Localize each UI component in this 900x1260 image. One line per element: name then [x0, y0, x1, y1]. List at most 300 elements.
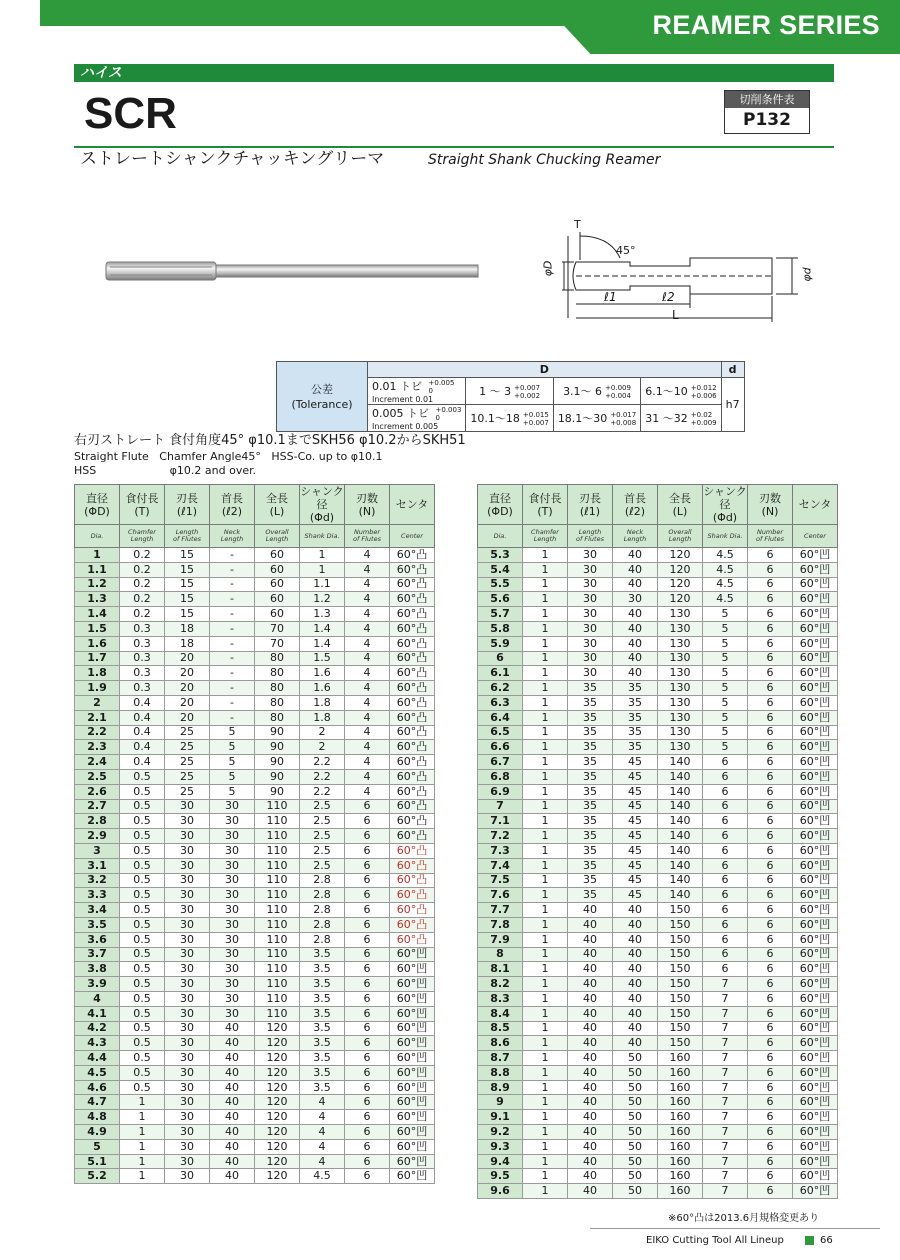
spec-cell: 120 — [255, 1169, 300, 1184]
spec-cell: 60°凹 — [390, 1006, 435, 1021]
table-row — [75, 621, 435, 636]
spec-cell: 140 — [658, 814, 703, 829]
diameter-cell: 4.8 — [75, 1110, 120, 1125]
spec-cell: 1 — [523, 651, 568, 666]
spec-cell: 6 — [703, 917, 748, 932]
spec-cell: - — [210, 621, 255, 636]
spec-cell: 0.2 — [120, 562, 165, 577]
spec-cell: 1 — [523, 784, 568, 799]
spec-cell: 1 — [523, 1125, 568, 1140]
spec-cell: 120 — [255, 1154, 300, 1169]
spec-cell: 30 — [568, 636, 613, 651]
spec-cell: 150 — [658, 932, 703, 947]
diameter-cell: 7.9 — [478, 932, 523, 947]
spec-cell: 130 — [658, 725, 703, 740]
spec-cell: 60°凹 — [793, 873, 838, 888]
spec-cell: 60°凸 — [390, 666, 435, 681]
diameter-cell: 4.3 — [75, 1036, 120, 1051]
footer-square-icon — [805, 1236, 814, 1245]
spec-cell: 110 — [255, 977, 300, 992]
spec-cell: 60°凸 — [390, 932, 435, 947]
tolerance-label-en: (Tolerance) — [291, 397, 353, 411]
spec-cell: 130 — [658, 710, 703, 725]
spec-cell: 35 — [568, 814, 613, 829]
diameter-cell: 2.1 — [75, 710, 120, 725]
spec-cell: 6 — [748, 903, 793, 918]
spec-cell: 1 — [120, 1154, 165, 1169]
spec-cell: 0.5 — [120, 977, 165, 992]
spec-cell: 120 — [255, 1036, 300, 1051]
spec-cell: 40 — [210, 1139, 255, 1154]
spec-cell: 1.6 — [300, 681, 345, 696]
table-row — [75, 577, 435, 592]
table-row — [75, 977, 435, 992]
spec-cell: 30 — [165, 843, 210, 858]
spec-cell: 1 — [523, 607, 568, 622]
spec-cell: 130 — [658, 636, 703, 651]
spec-cell: 60°凹 — [793, 814, 838, 829]
cutting-conditions-page[interactable]: P132 — [743, 110, 791, 130]
spec-cell: 25 — [165, 740, 210, 755]
spec-cell: 1 — [120, 1139, 165, 1154]
spec-cell: 60 — [255, 577, 300, 592]
spec-cell: 60°凹 — [390, 962, 435, 977]
spec-cell: 40 — [568, 1125, 613, 1140]
spec-cell: 110 — [255, 814, 300, 829]
dim-l2-label: ℓ2 — [662, 290, 675, 304]
diameter-cell: 2 — [75, 695, 120, 710]
table-row — [75, 695, 435, 710]
column-header-en: Number of Flutes — [748, 525, 793, 548]
spec-cell: - — [210, 548, 255, 563]
spec-cell: 0.2 — [120, 607, 165, 622]
spec-cell: 6 — [748, 621, 793, 636]
spec-cell: 18 — [165, 621, 210, 636]
spec-cell: 40 — [613, 607, 658, 622]
table-row — [478, 1080, 838, 1095]
column-header: 食付長 (T) — [120, 485, 165, 525]
spec-cell: 5 — [210, 769, 255, 784]
diameter-cell: 7.5 — [478, 873, 523, 888]
spec-cell: 40 — [568, 917, 613, 932]
spec-note-en-2: HSS φ10.2 and over. — [74, 464, 257, 477]
spec-cell: 20 — [165, 651, 210, 666]
spec-cell: 25 — [165, 725, 210, 740]
column-header-en: Neck Length — [210, 525, 255, 548]
diameter-cell: 1.4 — [75, 607, 120, 622]
column-header: 首長 (ℓ2) — [613, 485, 658, 525]
revision-note: ※60°凸は2013.6月規格変更あり — [668, 1213, 820, 1224]
spec-cell: 110 — [255, 873, 300, 888]
spec-cell: 6 — [748, 873, 793, 888]
spec-cell: 30 — [210, 917, 255, 932]
diameter-cell: 6.5 — [478, 725, 523, 740]
spec-cell: 40 — [568, 947, 613, 962]
spec-cell: 2 — [300, 725, 345, 740]
spec-cell: 60°凹 — [793, 1051, 838, 1066]
spec-cell: 90 — [255, 769, 300, 784]
spec-cell: 40 — [613, 1036, 658, 1051]
spec-cell: 3.5 — [300, 947, 345, 962]
spec-cell: 60°凹 — [793, 962, 838, 977]
spec-cell: 35 — [568, 888, 613, 903]
diameter-cell: 6.4 — [478, 710, 523, 725]
spec-cell: 6 — [703, 903, 748, 918]
spec-cell: 60°凸 — [390, 829, 435, 844]
column-header: シャンク径 (Φd) — [300, 485, 344, 524]
spec-cell: 1 — [120, 1125, 165, 1140]
spec-cell: 6 — [345, 1065, 390, 1080]
table-row — [75, 710, 435, 725]
spec-cell: 7 — [703, 1065, 748, 1080]
spec-cell: 60°凸 — [390, 799, 435, 814]
spec-cell: 1 — [523, 799, 568, 814]
spec-cell: 60°凸 — [390, 577, 435, 592]
spec-cell: 0.5 — [120, 1006, 165, 1021]
table-row — [478, 577, 838, 592]
spec-cell: 40 — [613, 651, 658, 666]
spec-cell: 6 — [345, 1095, 390, 1110]
spec-cell: 1 — [523, 592, 568, 607]
spec-cell: 2.8 — [300, 888, 345, 903]
spec-cell: 0.5 — [120, 991, 165, 1006]
table-row — [478, 592, 838, 607]
table-row — [75, 784, 435, 799]
diameter-cell: 1.3 — [75, 592, 120, 607]
spec-cell: 60 — [255, 562, 300, 577]
spec-cell: 60°凹 — [390, 1125, 435, 1140]
table-row — [478, 814, 838, 829]
spec-cell: 6 — [345, 1036, 390, 1051]
tol-step: 0.01 トビ — [372, 380, 422, 393]
spec-cell: 140 — [658, 873, 703, 888]
diameter-cell: 2.8 — [75, 814, 120, 829]
tol-range: 31 〜32 — [645, 411, 688, 425]
tol-range: 18.1〜30 — [557, 411, 608, 425]
spec-cell: 140 — [658, 858, 703, 873]
spec-cell: 120 — [255, 1051, 300, 1066]
spec-cell: 0.5 — [120, 932, 165, 947]
spec-cell: 150 — [658, 947, 703, 962]
spec-cell: 1 — [120, 1169, 165, 1184]
diameter-cell: 1.8 — [75, 666, 120, 681]
spec-cell: 6 — [345, 1125, 390, 1140]
diameter-cell: 2.7 — [75, 799, 120, 814]
table-row — [478, 962, 838, 977]
spec-cell: 30 — [165, 829, 210, 844]
spec-cell: 1.8 — [300, 710, 345, 725]
column-header-en: Overall Length — [658, 525, 703, 548]
table-row — [478, 858, 838, 873]
spec-cell: 4 — [345, 740, 390, 755]
spec-cell: 1 — [523, 1184, 568, 1199]
spec-cell: 60°凹 — [390, 947, 435, 962]
spec-cell: 30 — [165, 1110, 210, 1125]
spec-cell: 2 — [300, 740, 345, 755]
table-row — [75, 843, 435, 858]
table-row — [478, 548, 838, 563]
column-header-en: Shank Dia. — [703, 525, 748, 548]
spec-cell: 2.5 — [300, 843, 345, 858]
spec-cell: 5 — [703, 621, 748, 636]
spec-cell: 6 — [703, 962, 748, 977]
spec-cell: 4 — [345, 651, 390, 666]
column-header: 食付長 (T) — [523, 485, 568, 525]
spec-cell: 1 — [523, 1080, 568, 1095]
diameter-cell: 5 — [75, 1139, 120, 1154]
spec-cell: 1 — [523, 740, 568, 755]
spec-cell: 90 — [255, 784, 300, 799]
spec-cell: 4 — [300, 1125, 345, 1140]
spec-cell: - — [210, 577, 255, 592]
table-row — [478, 977, 838, 992]
tol-lo: +0.006 — [690, 391, 717, 400]
spec-cell: 25 — [165, 755, 210, 770]
spec-cell: 160 — [658, 1095, 703, 1110]
spec-cell: 30 — [210, 991, 255, 1006]
diameter-cell: 1.7 — [75, 651, 120, 666]
spec-cell: 40 — [210, 1154, 255, 1169]
spec-cell: 6 — [345, 903, 390, 918]
spec-cell: 4 — [345, 607, 390, 622]
spec-cell: 60°凹 — [793, 592, 838, 607]
spec-cell: 2.8 — [300, 917, 345, 932]
spec-cell: 30 — [165, 1095, 210, 1110]
table-row — [75, 1021, 435, 1036]
spec-cell: 6 — [748, 991, 793, 1006]
spec-cell: 30 — [165, 1154, 210, 1169]
spec-cell: 6 — [345, 799, 390, 814]
diameter-cell: 3.5 — [75, 917, 120, 932]
spec-cell: 70 — [255, 621, 300, 636]
spec-cell: 0.5 — [120, 814, 165, 829]
spec-cell: 160 — [658, 1080, 703, 1095]
spec-cell: 60°凹 — [793, 548, 838, 563]
spec-cell: 110 — [255, 858, 300, 873]
spec-cell: 18 — [165, 636, 210, 651]
spec-cell: 40 — [210, 1095, 255, 1110]
spec-cell: 30 — [210, 843, 255, 858]
spec-cell: 6 — [748, 1154, 793, 1169]
column-header: 全長 (L) — [255, 485, 300, 525]
spec-cell: 60°凸 — [390, 903, 435, 918]
spec-cell: 60°凹 — [390, 977, 435, 992]
spec-cell: 6 — [703, 888, 748, 903]
diameter-cell: 7.8 — [478, 917, 523, 932]
spec-cell: 60°凹 — [390, 1095, 435, 1110]
spec-cell: 5 — [210, 740, 255, 755]
spec-cell: 6 — [748, 829, 793, 844]
spec-cell: 6 — [748, 636, 793, 651]
spec-cell: 6 — [748, 755, 793, 770]
spec-cell: 6 — [748, 1080, 793, 1095]
spec-cell: 30 — [210, 799, 255, 814]
spec-cell: 6 — [345, 1006, 390, 1021]
spec-cell: 1.3 — [300, 607, 345, 622]
spec-cell: 70 — [255, 636, 300, 651]
table-row — [478, 1036, 838, 1051]
spec-cell: 6 — [748, 932, 793, 947]
tolerance-label — [277, 362, 368, 432]
diameter-cell: 5.8 — [478, 621, 523, 636]
spec-cell: 1 — [523, 1006, 568, 1021]
spec-cell: 50 — [613, 1184, 658, 1199]
column-header-en: Dia. — [478, 525, 523, 548]
table-row — [478, 651, 838, 666]
diameter-cell: 1.6 — [75, 636, 120, 651]
spec-cell: 130 — [658, 651, 703, 666]
spec-cell: 60°凹 — [793, 1154, 838, 1169]
diameter-cell: 6.9 — [478, 784, 523, 799]
dim-d-label: φd — [800, 267, 814, 282]
spec-cell: 1.2 — [300, 592, 345, 607]
table-row — [478, 1125, 838, 1140]
spec-cell: 5 — [703, 695, 748, 710]
spec-cell: 15 — [165, 562, 210, 577]
page-number: 66 — [820, 1235, 833, 1246]
spec-note-en-1: Straight Flute Chamfer Angle45° HSS-Co. up to φ10.1 — [74, 450, 383, 463]
spec-cell: 6 — [703, 858, 748, 873]
tol-inc: Increment 0.005 — [372, 422, 439, 431]
spec-cell: 110 — [255, 932, 300, 947]
diameter-cell: 3.3 — [75, 888, 120, 903]
spec-cell: 40 — [568, 1184, 613, 1199]
spec-cell: 160 — [658, 1065, 703, 1080]
spec-cell: 80 — [255, 695, 300, 710]
diameter-cell: 2.2 — [75, 725, 120, 740]
spec-cell: 80 — [255, 651, 300, 666]
column-header-en: Number of Flutes — [345, 525, 390, 548]
spec-cell: 1 — [300, 562, 345, 577]
cutting-conditions-label: 切削条件表 — [725, 91, 809, 108]
tol-range: 6.1〜10 — [645, 384, 688, 398]
spec-cell: 0.5 — [120, 1080, 165, 1095]
spec-cell: 3.5 — [300, 1036, 345, 1051]
spec-cell: 6 — [748, 1021, 793, 1036]
spec-cell: 160 — [658, 1110, 703, 1125]
spec-cell: 7 — [703, 1110, 748, 1125]
spec-cell: 1 — [523, 1139, 568, 1154]
column-header: 全長 (L) — [658, 485, 703, 525]
spec-cell: 160 — [658, 1051, 703, 1066]
tol-range: 10.1〜18 — [470, 411, 520, 425]
spec-cell: 30 — [210, 858, 255, 873]
spec-cell: 60°凸 — [390, 740, 435, 755]
spec-cell: 35 — [613, 725, 658, 740]
spec-cell: 6 — [703, 784, 748, 799]
spec-table-left — [74, 484, 435, 1184]
diameter-cell: 2.5 — [75, 769, 120, 784]
spec-cell: 4.5 — [300, 1169, 345, 1184]
column-header: シャンク径 (Φd) — [703, 485, 747, 524]
spec-cell: 4 — [345, 577, 390, 592]
spec-cell: 4 — [345, 562, 390, 577]
table-row — [75, 829, 435, 844]
spec-cell: 60°凹 — [793, 1006, 838, 1021]
spec-cell: 60°凸 — [390, 858, 435, 873]
spec-cell: 60°凹 — [390, 1154, 435, 1169]
spec-cell: 6 — [345, 858, 390, 873]
table-row — [478, 784, 838, 799]
spec-cell: 7 — [703, 1169, 748, 1184]
spec-cell: 60°凹 — [793, 1139, 838, 1154]
tol-up: +0.012 — [690, 383, 717, 392]
spec-cell: 80 — [255, 710, 300, 725]
spec-cell: 5 — [210, 784, 255, 799]
table-row — [75, 548, 435, 563]
spec-cell: 6 — [748, 710, 793, 725]
spec-cell: 45 — [613, 829, 658, 844]
diameter-cell: 6.8 — [478, 769, 523, 784]
spec-cell: 110 — [255, 991, 300, 1006]
spec-cell: - — [210, 666, 255, 681]
table-row — [478, 799, 838, 814]
diameter-cell: 5.2 — [75, 1169, 120, 1184]
spec-cell: 6 — [345, 829, 390, 844]
spec-cell: 5 — [210, 755, 255, 770]
spec-cell: 1 — [523, 548, 568, 563]
spec-cell: 40 — [568, 1139, 613, 1154]
spec-cell: 6 — [748, 917, 793, 932]
diameter-cell: 2.3 — [75, 740, 120, 755]
tol-shank: h7 — [721, 378, 744, 432]
table-row — [75, 607, 435, 622]
spec-cell: 60°凸 — [390, 814, 435, 829]
spec-cell: 60°凸 — [390, 562, 435, 577]
spec-cell: 7 — [703, 1006, 748, 1021]
spec-cell: 150 — [658, 977, 703, 992]
diameter-cell: 4.6 — [75, 1080, 120, 1095]
spec-cell: 5 — [210, 725, 255, 740]
spec-cell: 1 — [300, 548, 345, 563]
diameter-cell: 9 — [478, 1095, 523, 1110]
spec-cell: 7 — [703, 1080, 748, 1095]
table-row — [75, 666, 435, 681]
tol-lo: 0 — [435, 414, 440, 422]
spec-cell: 6 — [345, 814, 390, 829]
spec-cell: 30 — [165, 1036, 210, 1051]
spec-cell: 40 — [210, 1036, 255, 1051]
spec-cell: 1 — [523, 769, 568, 784]
tol-up: +0.009 — [605, 383, 631, 392]
spec-cell: 6 — [345, 962, 390, 977]
table-row — [478, 843, 838, 858]
spec-cell: 120 — [255, 1021, 300, 1036]
spec-cell: 110 — [255, 799, 300, 814]
spec-cell: 60°凸 — [390, 917, 435, 932]
spec-cell: 3.5 — [300, 1021, 345, 1036]
spec-cell: 1 — [523, 1154, 568, 1169]
table-row — [75, 636, 435, 651]
table-row — [75, 873, 435, 888]
spec-cell: 60°凹 — [390, 1139, 435, 1154]
diameter-cell: 7.7 — [478, 903, 523, 918]
spec-cell: 30 — [210, 814, 255, 829]
spec-cell: 40 — [613, 962, 658, 977]
tol-inc: Increment 0.01 — [372, 395, 434, 404]
table-row — [478, 769, 838, 784]
spec-cell: 80 — [255, 681, 300, 696]
spec-cell: - — [210, 651, 255, 666]
diameter-cell: 7.2 — [478, 829, 523, 844]
spec-cell: 30 — [568, 607, 613, 622]
spec-cell: 0.3 — [120, 636, 165, 651]
diameter-cell: 8.6 — [478, 1036, 523, 1051]
table-row — [478, 1006, 838, 1021]
spec-cell: 4 — [345, 769, 390, 784]
spec-cell: 160 — [658, 1169, 703, 1184]
spec-cell: 35 — [568, 725, 613, 740]
